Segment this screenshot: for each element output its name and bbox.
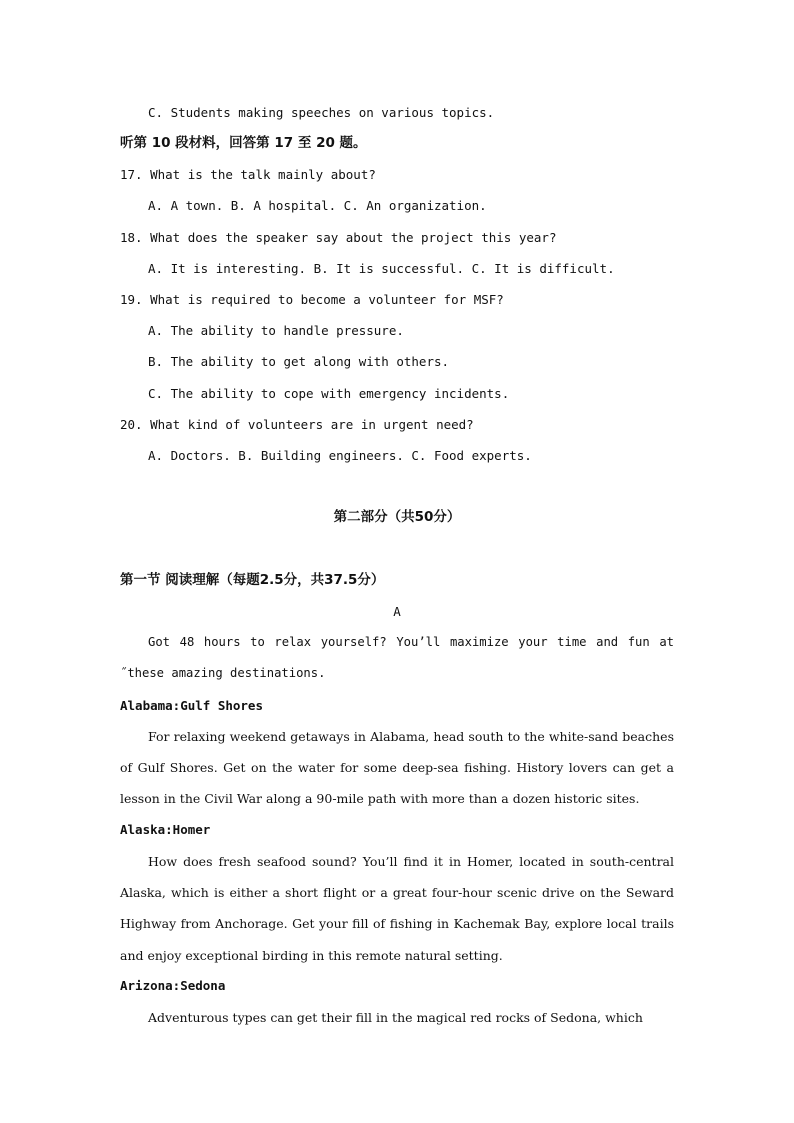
section1-title: 第一节 阅读理解（每题2.5分，共37.5分） bbox=[120, 572, 385, 588]
destination-heading-alabama: Alabama:Gulf Shores bbox=[120, 698, 263, 713]
q18-question: 18. What does the speaker say about the project this year? bbox=[120, 230, 557, 245]
destination-text-alabama: For relaxing weekend getaways in Alabama, head south to the white-sand beaches of Gulf Shores. Get on the water for some deep-sea fishing. History lovers can get a lesson in the Civil War along a 90-mile path with more than a dozen historic sites. bbox=[120, 729, 674, 807]
q19-option-c: C. The ability to cope with emergency incidents. bbox=[148, 386, 510, 401]
q20-question: 20. What kind of volunteers are in urgent need? bbox=[120, 417, 474, 432]
q19-option-a: A. The ability to handle pressure. bbox=[148, 323, 404, 338]
destination-text-arizona: Adventurous types can get their fill in the magical red rocks of Sedona, which bbox=[148, 1010, 643, 1025]
passage-intro: Got 48 hours to relax yourself? You’ll maximize your time and fun at ˝these amazing destinations. bbox=[120, 635, 674, 681]
part2-title: 第二部分（共50分） bbox=[333, 509, 461, 525]
passage-label: A bbox=[393, 604, 401, 619]
q16-option-c: C. Students making speeches on various topics. bbox=[148, 105, 495, 120]
section10-header: 听第 10 段材料，回答第 17 至 20 题。 bbox=[120, 135, 367, 151]
destination-heading-alaska: Alaska:Homer bbox=[120, 822, 211, 837]
q18-options: A. It is interesting. B. It is successful. C. It is difficult. bbox=[148, 261, 615, 276]
q17-options: A. A town. B. A hospital. C. An organization. bbox=[148, 198, 487, 213]
destination-text-alaska: How does fresh seafood sound? You’ll find it in Homer, located in south-central Alaska, which is either a short flight or a great four-hour scenic drive on the Seward Highway from Anchorage. Get your fill of fishing in Kachemak Bay, explore local trails and enjoy exceptional birding in this remote natural setting. bbox=[120, 854, 674, 963]
destination-heading-arizona: Arizona:Sedona bbox=[120, 978, 226, 993]
q17-question: 17. What is the talk mainly about? bbox=[120, 167, 376, 182]
q19-question: 19. What is required to become a volunteer for MSF? bbox=[120, 292, 504, 307]
q19-option-b: B. The ability to get along with others. bbox=[148, 354, 450, 369]
q20-options: A. Doctors. B. Building engineers. C. Food experts. bbox=[148, 448, 532, 463]
